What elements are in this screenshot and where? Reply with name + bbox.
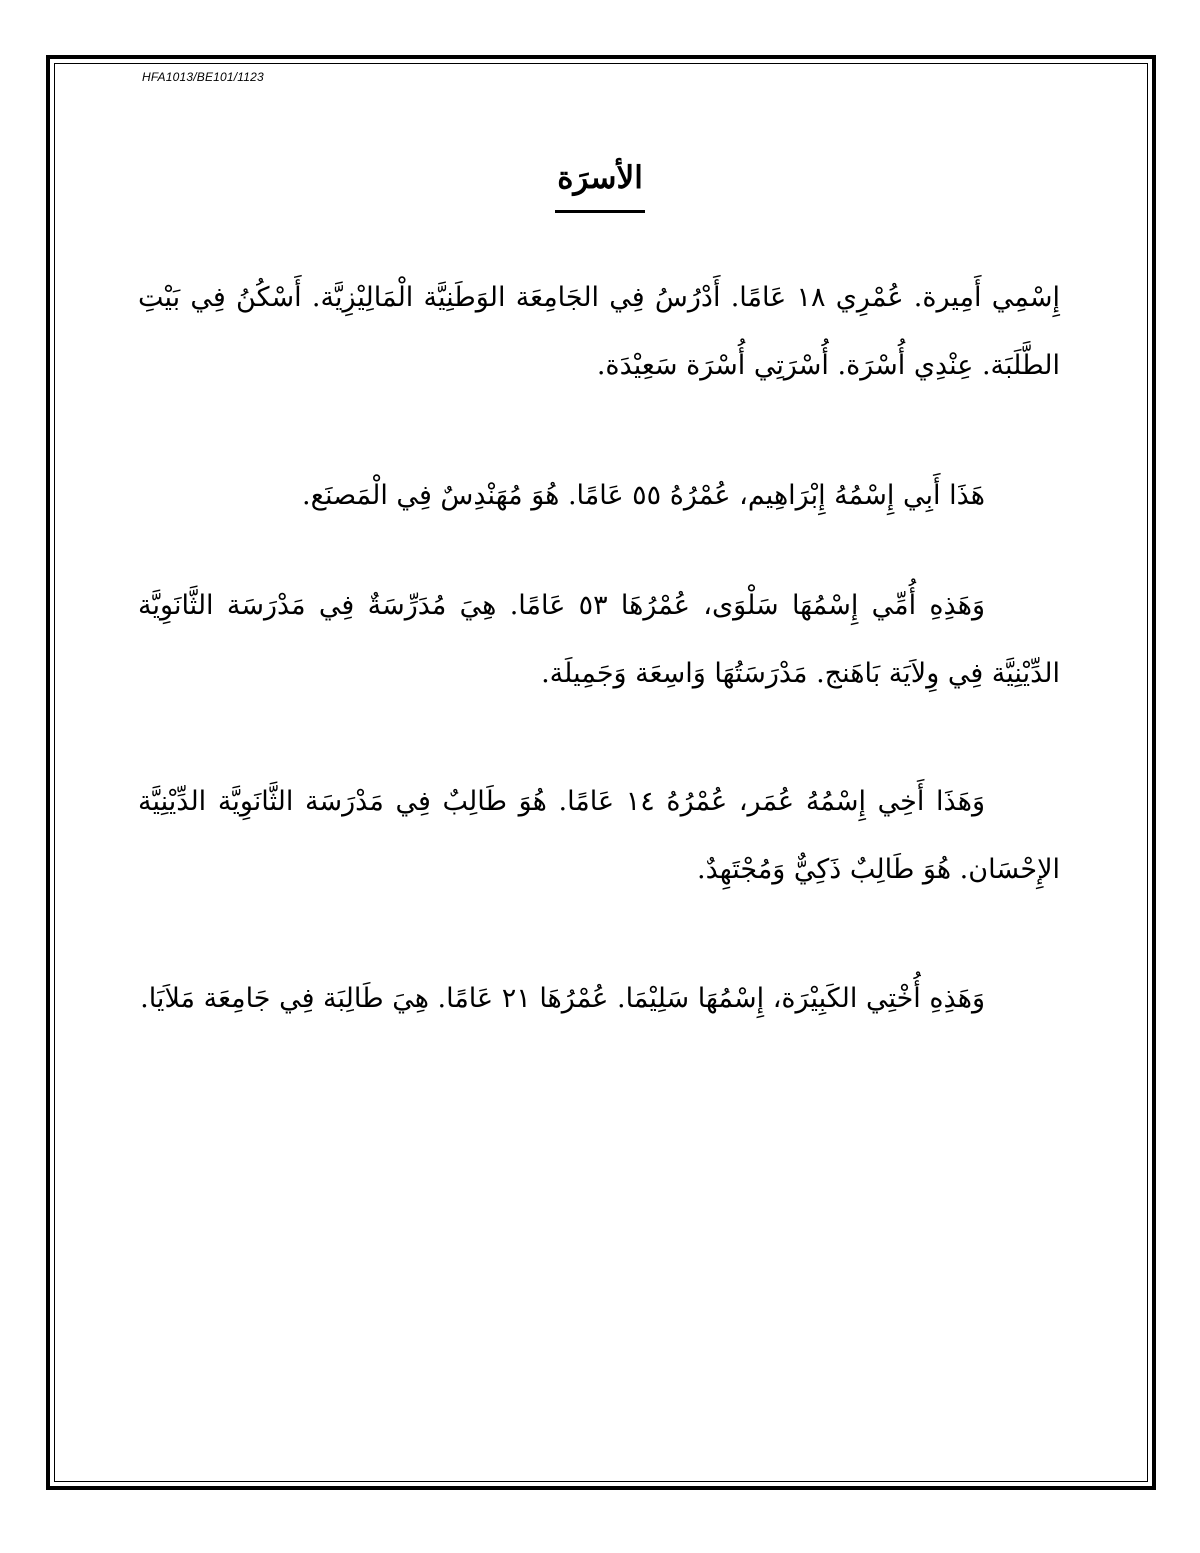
paragraph-sister: وَهَذِهِ أُخْتِي الكَبِيْرَة، إِسْمُهَا سَلِيْمَا. عُمْرُهَا ٢١ عَامًا. هِيَ طَالِبَة فِي جَامِعَة مَلاَيَا. — [140, 983, 985, 1014]
document-title-wrapper — [0, 150, 1200, 213]
paragraph-father: هَذَا أَبِي إِسْمُهُ إِبْرَاهِيم، عُمْرُهُ ٥٥ عَامًا. هُوَ مُهَنْدِسٌ فِي الْمَصنَع. — [302, 480, 985, 511]
paragraph-brother: وَهَذَا أَخِي إِسْمُهُ عُمَر، عُمْرُهُ ١٤ عَامًا. هُوَ طَالِبٌ فِي مَدْرَسَة الثَّانَوِيَّة الدِّيْنِيَّة الإِحْسَان. هُوَ طَالِبٌ ذَكِيٌّ وَمُجْتَهِدٌ. — [138, 786, 1060, 885]
paragraph-intro: إِسْمِي أَمِيرة. عُمْرِي ١٨ عَامًا. أَدْرُسُ فِي الجَامِعَة الوَطَنِيَّة الْمَالِيْزِيَّة. أَسْكُنُ فِي بَيْتِ الطَّلَبَة. عِنْدِي أُسْرَة. أُسْرَتِي أُسْرَة سَعِيْدَة. — [138, 282, 1060, 381]
document-code: HFA1013/BE101/1123 — [142, 70, 264, 84]
paragraph-mother: وَهَذِهِ أُمِّي إِسْمُهَا سَلْوَى، عُمْرُهَا ٥٣ عَامًا. هِيَ مُدَرِّسَةٌ فِي مَدْرَسَة الثَّانَوِيَّة الدِّيْنِيَّة فِي وِلاَيَة بَاهَنج. مَدْرَسَتُهَا وَاسِعَة وَجَمِيلَة. — [138, 590, 1060, 689]
document-title: الأسرَة — [555, 150, 645, 213]
